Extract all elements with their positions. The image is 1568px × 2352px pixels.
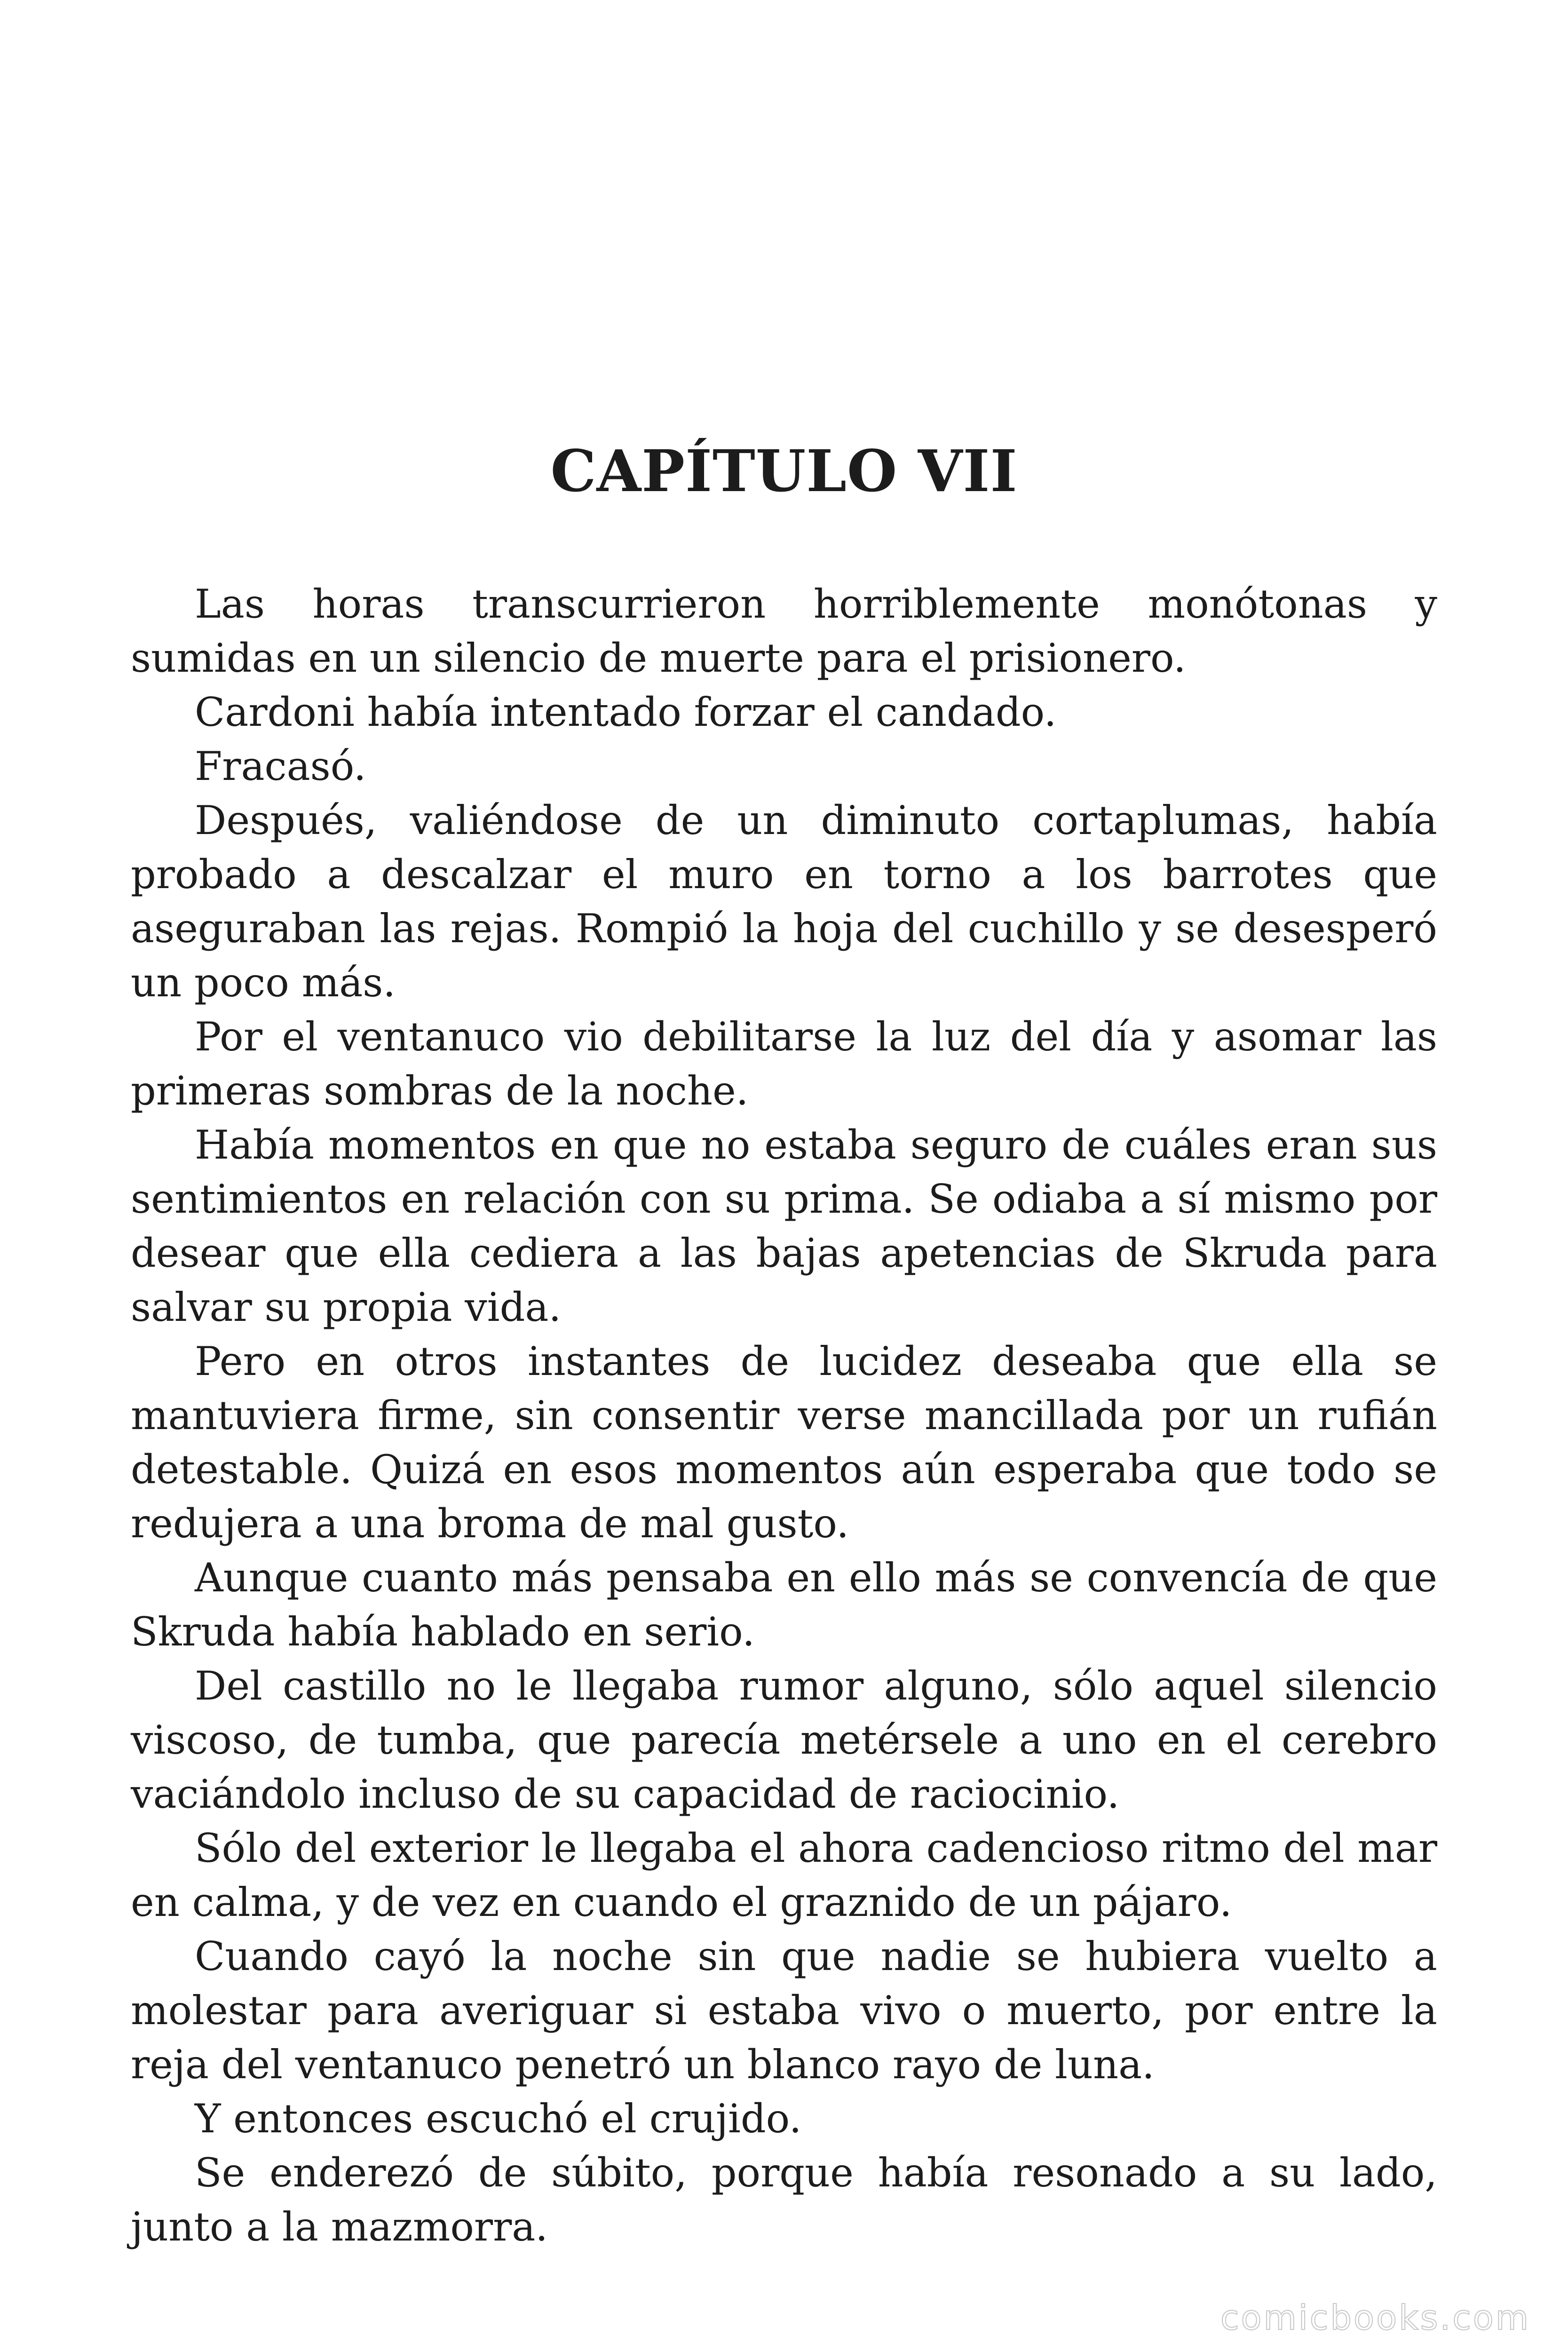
paragraph: Por el ventanuco vio debilitarse la luz del día y asomar las primeras sombras de la noche.: [131, 1014, 1437, 1114]
paragraph: Fracasó.: [195, 743, 366, 789]
paragraph: Había momentos en que no estaba seguro de cuáles eran sus sentimientos en relación con su prima. Se odiaba a sí mismo por desear que ella cediera a las bajas apetencias de Skruda para salvar su propia vida.: [131, 1122, 1437, 1330]
paragraph: Cardoni había intentado forzar el candado.: [195, 689, 1057, 735]
chapter-body: [131, 577, 1437, 2254]
paragraph: Sólo del exterior le llegaba el ahora cadencioso ritmo del mar en calma, y de vez en cuando el graznido de un pájaro.: [131, 1825, 1437, 1925]
paragraph: Cuando cayó la noche sin que nadie se hubiera vuelto a molestar para averiguar si estaba vivo o muerto, por entre la reja del ventanuco penetró un blanco rayo de luna.: [131, 1933, 1437, 2088]
paragraph: Aunque cuanto más pensaba en ello más se convencía de que Skruda había hablado en serio.: [131, 1555, 1437, 1655]
paragraph: Del castillo no le llegaba rumor alguno, sólo aquel silencio viscoso, de tumba, que parecía metérsele a uno en el cerebro vaciándolo incluso de su capacidad de raciocinio.: [131, 1663, 1437, 1817]
chapter-title: CAPÍTULO VII: [550, 437, 1018, 505]
paragraph: Se enderezó de súbito, porque había resonado a su lado, junto a la mazmorra.: [131, 2150, 1437, 2250]
paragraph: Las horas transcurrieron horriblemente monótonas y sumidas en un silencio de muerte para el prisionero.: [131, 581, 1437, 681]
watermark: comicbooks.com: [1220, 2298, 1530, 2337]
paragraph: Pero en otros instantes de lucidez deseaba que ella se mantuviera firme, sin consentir verse mancillada por un rufián detestable. Quizá en esos momentos aún esperaba que todo se redujera a una broma de mal gusto.: [131, 1338, 1437, 1547]
book-page: [131, 437, 1437, 2254]
paragraph: Y entonces escuchó el crujido.: [195, 2096, 802, 2142]
paragraph: Después, valiéndose de un diminuto cortaplumas, había probado a descalzar el muro en torno a los barrotes que aseguraban las rejas. Rompió la hoja del cuchillo y se desesperó un poco más.: [131, 797, 1437, 1006]
